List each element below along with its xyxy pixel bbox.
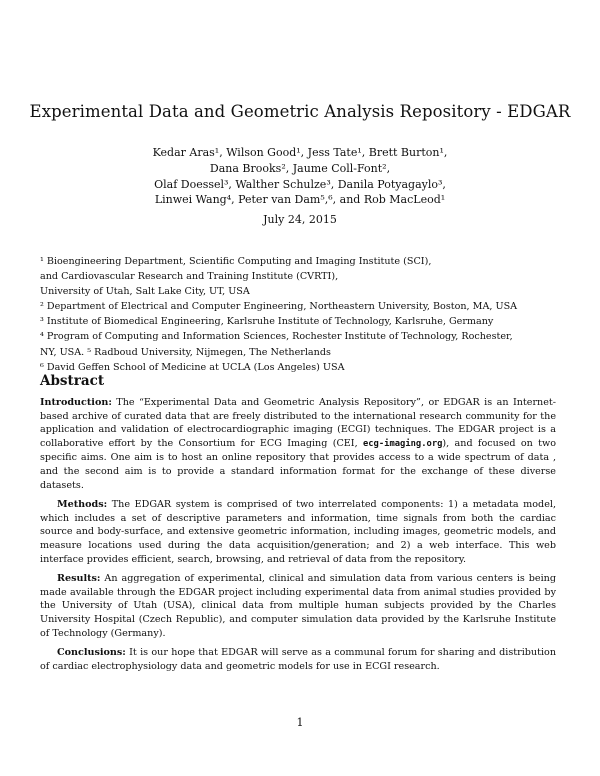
paper-title: Experimental Data and Geometric Analysis Repository - EDGAR (29, 102, 571, 121)
introduction-text: The “Experimental Data and Geometric Analysis Repository”, or EDGAR is an Internet-based archive of curated data that are freely distributed to the international research community for the application and validation of electrocardiographic imaging (ECGI) techniques. The EDGAR project is a collaborative effort by the Consortium for ECG Imaging (CEI, (40, 397, 556, 449)
affiliation-line: ³ Institute of Biomedical Engineering, Karlsruhe Institute of Technology, Karlsruhe, Germany (40, 316, 494, 328)
abstract-heading: Abstract (40, 373, 105, 389)
affiliation-line: ² Department of Electrical and Computer Engineering, Northeastern University, Boston, MA, USA (40, 301, 518, 313)
methods-label: Methods: (57, 499, 108, 511)
affiliation-line: ⁶ David Geffen School of Medicine at UCLA (Los Angeles) USA (40, 361, 345, 373)
conclusions-label: Conclusions: (57, 647, 126, 659)
author-list (0, 145, 600, 208)
page-number: 1 (296, 716, 304, 729)
results-text: An aggregation of experimental, clinical and simulation data from various centers is being made available through the EDGAR project including experimental data from animal studies provided by the University of Utah (USA), clinical data from multiple human subjects provided by the Charles University Hospital (Czech Republic), and computer simulation data provided by the Karlsruhe Institute of Technology (Germany). (40, 573, 556, 639)
results-label: Results: (57, 573, 101, 585)
affiliation-line: ¹ Bioengineering Department, Scientific Computing and Imaging Institute (SCI), (40, 256, 432, 267)
affiliation-line: University of Utah, Salt Lake City, UT, USA (40, 286, 250, 298)
abstract-results (40, 572, 556, 640)
abstract-conclusions (40, 646, 556, 673)
author-line: Linwei Wang⁴, Peter van Dam⁵,⁶, and Rob MacLeod¹ (154, 193, 446, 207)
affiliation-list (40, 254, 556, 375)
abstract-body (40, 396, 556, 679)
author-line: Olaf Doessel³, Walther Schulze³, Danila Potyagaylo³, (154, 177, 446, 191)
consortium-url: ecg-imaging.org (362, 438, 443, 449)
author-line: Dana Brooks², Jaume Coll-Font², (209, 161, 391, 175)
introduction-label: Introduction: (40, 397, 112, 408)
methods-text: The EDGAR system is comprised of two interrelated components: 1) a metadata model, which includes a set of descriptive parameters and information, time signals from both the cardiac source and body-surface, and extensive geometric information, including images, geometric models, and measure locations used during the data acquisition/generation; and 2) a web interface. This web interface provides efficient, search, browsing, and retrieval of data from the repository. (40, 499, 556, 565)
conclusions-text: It is our hope that EDGAR will serve as a communal forum for sharing and distribution of cardiac electrophysiology data and geometric models for use in ECGI research. (40, 647, 556, 672)
author-line: Kedar Aras¹, Wilson Good¹, Jess Tate¹, Brett Burton¹, (152, 146, 448, 159)
affiliation-line: and Cardiovascular Research and Training Institute (CVRTI), (40, 271, 339, 283)
introduction-text-cont: ), and focused on two specific aims. One aim is to host an online repository that provides access to a wide spectrum of data , and the second aim is to provide a standard information format for the exchange of these diverse datasets. (40, 437, 556, 491)
affiliation-line: NY, USA. ⁵ Radboud University, Nijmegen, The Netherlands (40, 346, 331, 358)
abstract-methods (40, 498, 556, 566)
publication-date: July 24, 2015 (263, 213, 337, 226)
affiliation-line: ⁴ Program of Computing and Information Sciences, Rochester Institute of Technology, Rochester, (40, 331, 513, 343)
abstract-introduction (40, 396, 556, 492)
